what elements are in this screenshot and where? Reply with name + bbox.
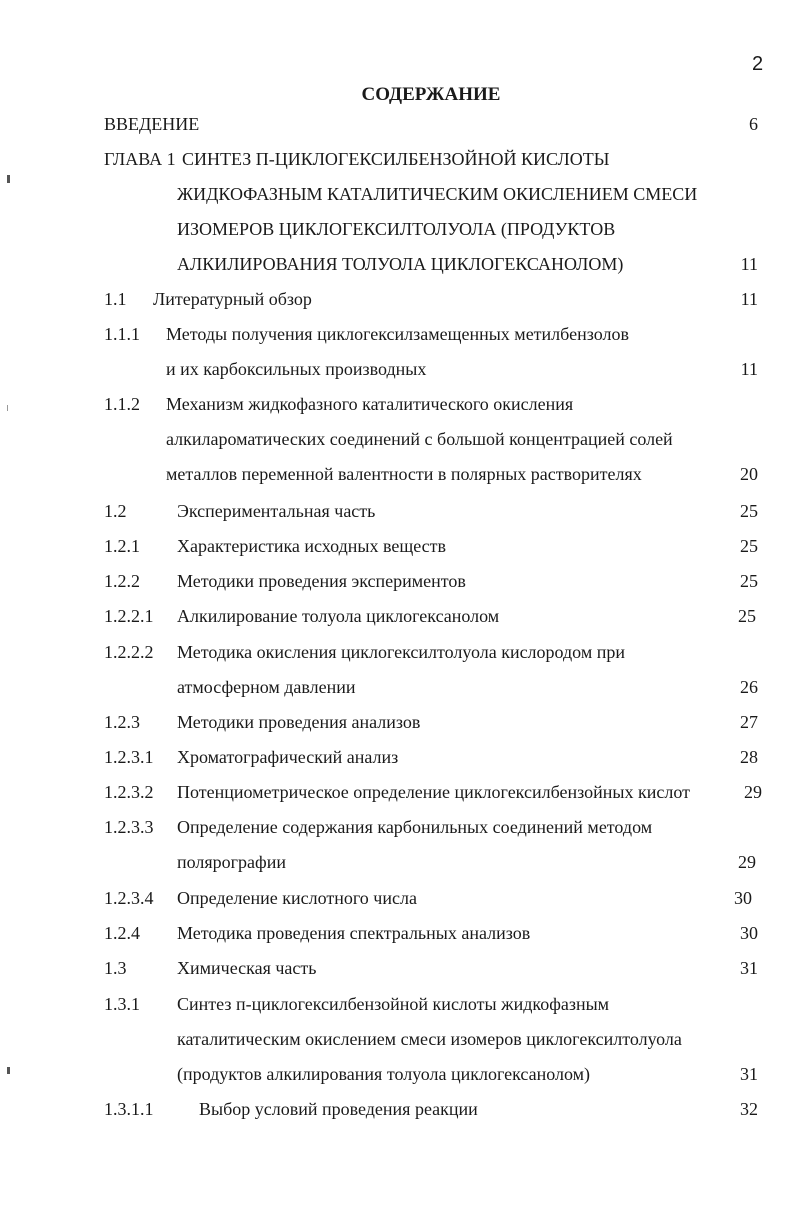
- toc-entry-1-2-4[interactable]: [0, 919, 794, 954]
- toc-entry-page: 25: [740, 536, 758, 556]
- toc-entry-1-3-1-cont: [0, 1060, 794, 1095]
- toc-entry-page: 25: [740, 571, 758, 591]
- toc-entry-chapter-1-cont: [0, 250, 794, 285]
- scan-artifact: [7, 1067, 10, 1074]
- toc-entry-number: 1.1: [104, 289, 127, 309]
- toc-entry-number: 1.2.3: [104, 712, 140, 732]
- toc-entry-page: 26: [740, 677, 758, 697]
- toc-entry-1-2-3-2[interactable]: [0, 778, 794, 813]
- toc-entry-1-2[interactable]: [0, 497, 794, 532]
- toc-entry-page: 20: [740, 464, 758, 484]
- toc-entry-title-line: полярографии: [177, 852, 286, 872]
- toc-entry-page: 31: [740, 958, 758, 978]
- toc-entry-1-2-3-1[interactable]: [0, 743, 794, 778]
- toc-entry-title: Определение кислотного числа: [177, 888, 417, 908]
- toc-entry-1-2-3-3[interactable]: [0, 813, 794, 848]
- toc-entry-number: 1.3.1.1: [104, 1099, 154, 1119]
- toc-entry-1-1-2[interactable]: [0, 390, 794, 425]
- scan-artifact: [7, 175, 10, 183]
- toc-entry-1-2-2-2[interactable]: [0, 638, 794, 673]
- toc-entry-title-line: СИНТЕЗ П-ЦИКЛОГЕКСИЛБЕНЗОЙНОЙ КИСЛОТЫ: [182, 149, 610, 169]
- toc-entry-title-line: атмосферном давлении: [177, 677, 356, 697]
- toc-entry-title-line: и их карбоксильных производных: [166, 359, 427, 379]
- toc-entry-page: 6: [749, 114, 758, 134]
- toc-entry-title: Методики проведения экспериментов: [177, 571, 466, 591]
- toc-entry-1-2-2-2-cont: [0, 673, 794, 708]
- toc-entry-title: ВВЕДЕНИЕ: [104, 114, 200, 134]
- toc-entry-page: 32: [740, 1099, 758, 1119]
- toc-entry-number: 1.1.2: [104, 394, 140, 414]
- toc-entry-page: 27: [740, 712, 758, 732]
- toc-entry-page: 31: [740, 1064, 758, 1084]
- toc-entry-introduction[interactable]: [0, 110, 794, 145]
- toc-entry-1-3-1[interactable]: [0, 990, 794, 1025]
- toc-entry-title: Выбор условий проведения реакции: [199, 1099, 478, 1119]
- toc-entry-title: Экспериментальная часть: [177, 501, 376, 521]
- toc-entry-number: 1.2.3.2: [104, 782, 154, 802]
- toc-entry-number: 1.2.3.1: [104, 747, 154, 767]
- toc-entry-number: 1.2.2.2: [104, 642, 154, 662]
- toc-entry-title: Потенциометрическое определение циклогексилбензойных кислот: [177, 782, 690, 802]
- toc-entry-1-1[interactable]: [0, 285, 794, 320]
- toc-entry-number: 1.2.4: [104, 923, 140, 943]
- toc-entry-title: Литературный обзор: [153, 289, 312, 309]
- toc-entry-1-2-2[interactable]: [0, 567, 794, 602]
- toc-entry-number: 1.1.1: [104, 324, 140, 344]
- toc-entry-title-line: ЖИДКОФАЗНЫМ КАТАЛИТИЧЕСКИМ ОКИСЛЕНИЕМ СМЕСИ: [177, 184, 698, 204]
- scan-artifact: [7, 405, 8, 411]
- toc-entry-1-2-3-4[interactable]: [0, 884, 794, 919]
- toc-entry-title-line: (продуктов алкилирования толуола циклогексанолом): [177, 1064, 591, 1084]
- toc-entry-title-line: каталитическим окислением смеси изомеров циклогексилтолуола: [177, 1029, 682, 1049]
- toc-entry-1-2-3[interactable]: [0, 708, 794, 743]
- toc-entry-number: 1.3: [104, 958, 127, 978]
- toc-entry-page: 25: [740, 501, 758, 521]
- toc-entry-number: 1.2.1: [104, 536, 140, 556]
- toc-entry-1-1-2-cont: [0, 425, 794, 460]
- toc-entry-page: 30: [734, 888, 752, 908]
- toc-entry-1-3-1-1[interactable]: [0, 1095, 794, 1130]
- toc-entry-1-2-2-1[interactable]: [0, 602, 794, 637]
- toc-entry-page: 25: [738, 606, 756, 626]
- toc-entry-page: 11: [740, 359, 758, 379]
- toc-entry-title-line: Механизм жидкофазного каталитического окисления: [166, 394, 574, 414]
- toc-entry-chapter-1[interactable]: [0, 145, 794, 180]
- toc-entry-title-line: Методы получения циклогексилзамещенных метилбензолов: [166, 324, 629, 344]
- toc-entry-number: 1.2.2: [104, 571, 140, 591]
- toc-entry-title: Методика проведения спектральных анализов: [177, 923, 531, 943]
- toc-entry-title-line: металлов переменной валентности в полярных растворителях: [166, 464, 642, 484]
- toc-entry-title-line: Синтез п-циклогексилбензойной кислоты жидкофазным: [177, 994, 610, 1014]
- toc-entry-1-1-1[interactable]: [0, 320, 794, 355]
- toc-entry-title: Химическая часть: [177, 958, 317, 978]
- toc-entry-title: Алкилирование толуола циклогексанолом: [177, 606, 500, 626]
- toc-entry-1-2-1[interactable]: [0, 532, 794, 567]
- toc-entry-chapter-1-cont: [0, 180, 794, 215]
- toc-entry-page: 29: [744, 782, 762, 802]
- toc-entry-1-2-3-3-cont: [0, 848, 794, 883]
- toc-entry-title: Характеристика исходных веществ: [177, 536, 447, 556]
- toc-entry-page: 30: [740, 923, 758, 943]
- toc-entry-title-line: алкилароматических соединений с большой концентрацией солей: [166, 429, 673, 449]
- toc-entry-page: 28: [740, 747, 758, 767]
- toc-entry-title: Хроматографический анализ: [177, 747, 399, 767]
- toc-entry-title-line: Определение содержания карбонильных соединений методом: [177, 817, 653, 837]
- page-number: 2: [752, 53, 764, 75]
- toc-entry-number: ГЛАВА 1: [104, 149, 176, 169]
- toc-entry-1-3[interactable]: [0, 954, 794, 989]
- toc-title: СОДЕРЖАНИЕ: [361, 84, 501, 105]
- toc-entry-chapter-1-cont: [0, 215, 794, 250]
- toc-entry-1-1-1-cont: [0, 355, 794, 390]
- toc-entry-number: 1.2.3.3: [104, 817, 154, 837]
- toc-entry-title: Методики проведения анализов: [177, 712, 421, 732]
- toc-entry-number: 1.2.2.1: [104, 606, 154, 626]
- toc-entry-1-1-2-cont: [0, 460, 794, 495]
- toc-entry-number: 1.2: [104, 501, 127, 521]
- toc-entry-page: 29: [738, 852, 756, 872]
- toc-entry-title-line: АЛКИЛИРОВАНИЯ ТОЛУОЛА ЦИКЛОГЕКСАНОЛОМ): [177, 254, 624, 274]
- toc-entry-page: 11: [740, 254, 758, 274]
- toc-entry-number: 1.3.1: [104, 994, 140, 1014]
- toc-entry-number: 1.2.3.4: [104, 888, 154, 908]
- toc-entry-title-line: ИЗОМЕРОВ ЦИКЛОГЕКСИЛТОЛУОЛА (ПРОДУКТОВ: [177, 219, 616, 239]
- toc-entry-1-3-1-cont: [0, 1025, 794, 1060]
- toc-entry-page: 11: [740, 289, 758, 309]
- toc-entry-title-line: Методика окисления циклогексилтолуола кислородом при: [177, 642, 625, 662]
